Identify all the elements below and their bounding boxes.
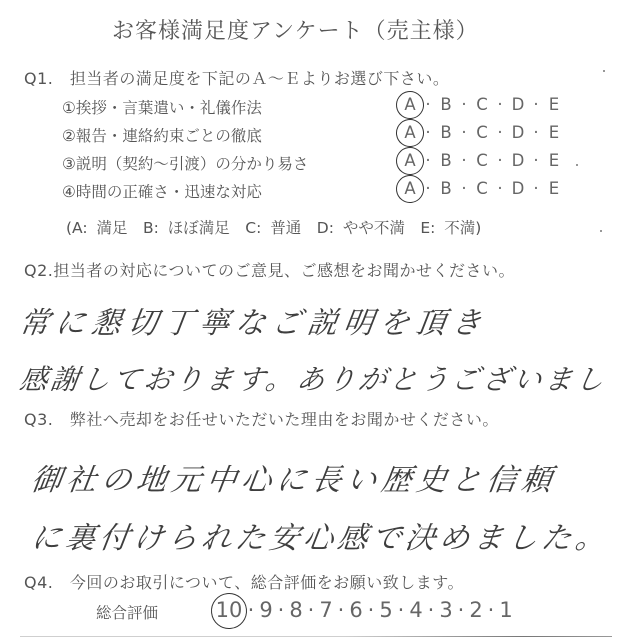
score-1[interactable]: 1 [499,598,513,622]
choice-d[interactable]: D [511,151,525,170]
score-2[interactable]: 2 [469,598,483,622]
separator-dot: · [497,151,503,170]
separator-dot: · [337,598,345,622]
score-6[interactable]: 6 [349,598,363,622]
choice-d[interactable]: D [511,123,525,142]
separator-dot: · [425,95,431,114]
choice-c[interactable]: C [476,123,488,142]
overall-rating-scale [215,598,513,622]
separator-dot: · [487,598,495,622]
separator-dot: · [457,598,465,622]
q2-handwritten-answer-line-1[interactable]: 常に懇切丁寧なご説明を頂き [17,306,490,341]
q1-prompt: Q1. 担当者の満足度を下記のＡ～Ｅよりお選び下さい。 [24,69,450,88]
choice-d[interactable]: D [511,95,525,114]
score-3[interactable]: 3 [439,598,453,622]
separator-dot: · [247,598,255,622]
choice-a-circled[interactable]: A [400,179,420,198]
separator-dot: · [277,598,285,622]
choice-e[interactable]: E [548,95,560,114]
choice-a-circled[interactable]: A [400,151,420,170]
q2-handwritten-answer-line-2[interactable]: 感謝しております。ありがとうございまし [17,363,609,396]
choice-b[interactable]: B [440,95,452,114]
q1-item-reporting-choices [400,123,564,142]
choice-b[interactable]: B [440,151,452,170]
score-10-circled[interactable]: 10 [215,598,243,622]
choice-e[interactable]: E [548,123,560,142]
separator-dot: · [367,598,375,622]
separator-dot: · [397,598,405,622]
choice-c[interactable]: C [476,151,488,170]
score-4[interactable]: 4 [409,598,423,622]
q1-item-greeting-choices [400,95,564,114]
choice-a-circled[interactable]: A [400,95,420,114]
score-8[interactable]: 8 [289,598,303,622]
q1-item-timeliness-choices [400,179,564,198]
separator-dot: · [461,123,467,142]
scan-edge-line [20,636,612,637]
separator-dot: · [461,151,467,170]
choice-c[interactable]: C [476,95,488,114]
scan-speck [600,230,602,232]
score-7[interactable]: 7 [319,598,333,622]
q4-prompt: Q4. 今回のお取引について、総合評価をお願い致します。 [24,573,464,592]
q3-handwritten-answer-line-1[interactable]: 御社の地元中心に長い歴史と信頼 [29,463,559,498]
scan-speck [576,164,578,166]
choice-b[interactable]: B [440,123,452,142]
choice-b[interactable]: B [440,179,452,198]
q3-handwritten-answer-line-2[interactable]: に裏付けられた安心感で決めました。 [29,521,612,556]
separator-dot: · [497,95,503,114]
choice-c[interactable]: C [476,179,488,198]
separator-dot: · [533,123,539,142]
separator-dot: · [425,151,431,170]
survey-title: お客様満足度アンケート（売主様） [112,19,479,44]
choice-e[interactable]: E [548,179,560,198]
separator-dot: · [461,95,467,114]
q1-rating-legend: (A: 満足 B: ほぼ満足 C: 普通 D: やや不満 E: 不満) [66,219,482,237]
separator-dot: · [425,179,431,198]
q1-item-greeting-label: ①挨拶・言葉遣い・礼儀作法 [62,99,262,117]
q1-item-timeliness-label: ④時間の正確さ・迅速な対応 [62,183,262,201]
q2-prompt: Q2.担当者の対応についてのご意見、ご感想をお聞かせください。 [24,261,516,280]
choice-e[interactable]: E [548,151,560,170]
separator-dot: · [533,151,539,170]
q1-item-explanation-choices [400,151,564,170]
score-9[interactable]: 9 [259,598,273,622]
separator-dot: · [461,179,467,198]
separator-dot: · [425,123,431,142]
score-5[interactable]: 5 [379,598,393,622]
separator-dot: · [533,179,539,198]
separator-dot: · [497,123,503,142]
q1-item-reporting-label: ②報告・連絡約束ごとの徹底 [62,127,262,145]
q3-prompt: Q3. 弊社へ売却をお任せいただいた理由をお聞かせください。 [24,410,499,429]
separator-dot: · [533,95,539,114]
scan-speck [603,70,605,72]
separator-dot: · [427,598,435,622]
separator-dot: · [307,598,315,622]
separator-dot: · [497,179,503,198]
overall-rating-label: 総合評価 [96,604,159,622]
choice-d[interactable]: D [511,179,525,198]
q1-item-explanation-label: ③説明（契約～引渡）の分かり易さ [62,155,309,173]
choice-a-circled[interactable]: A [400,123,420,142]
